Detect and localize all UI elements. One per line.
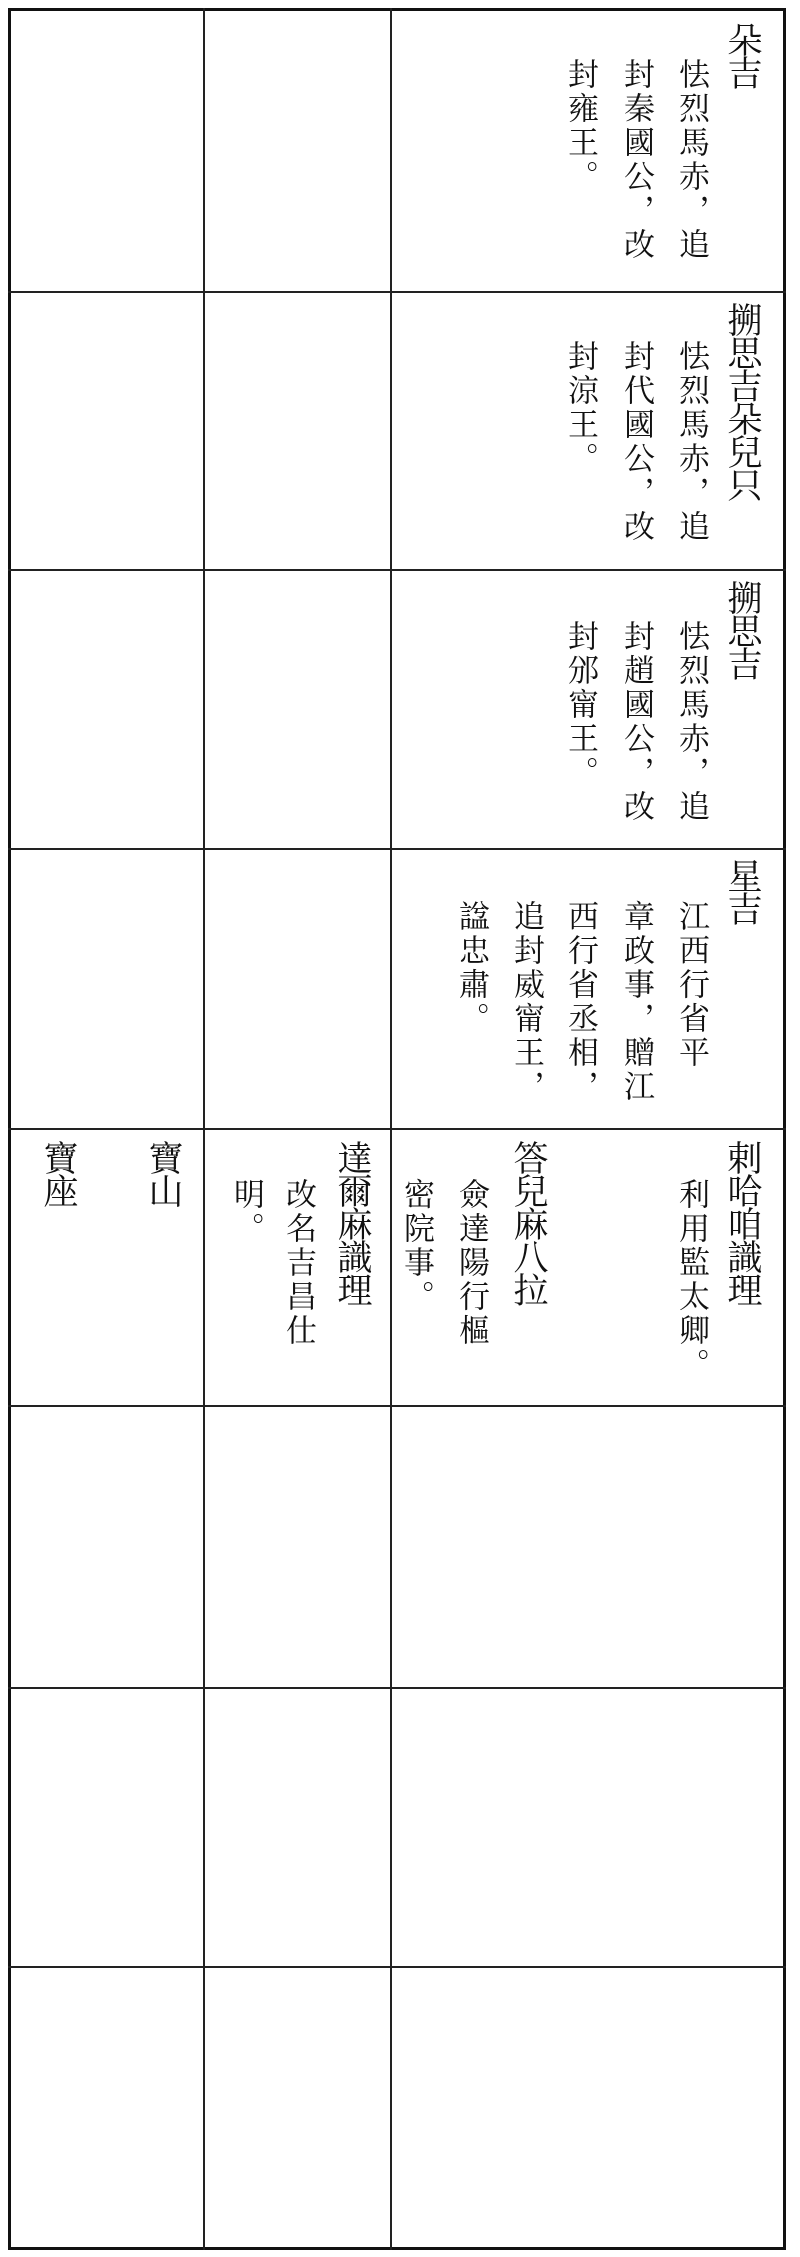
- entry-name: 星吉: [722, 858, 762, 924]
- row-divider-2: [8, 569, 786, 571]
- row-divider-5: [8, 1405, 786, 1407]
- entry-text-line: 怯烈馬赤，追: [673, 620, 709, 824]
- row-divider-1: [8, 291, 786, 293]
- entry-name: 寶山: [143, 1140, 183, 1206]
- entry-text-line: 怯烈馬赤，追: [673, 58, 709, 262]
- entry-text-line: 利用監太卿。: [673, 1178, 709, 1382]
- entry-text-line: 諡忠肅。: [453, 900, 489, 1036]
- row-divider-3: [8, 848, 786, 850]
- row-divider-7: [8, 1966, 786, 1968]
- entry-name: 達爾麻識理: [332, 1140, 372, 1305]
- entry-text-line: 封趙國公，改: [618, 620, 654, 824]
- entry-text-line: 西行省丞相，: [562, 900, 598, 1104]
- entry-text-line: 章政事，贈江: [618, 900, 654, 1104]
- entry-text-line: 封邠甯王。: [562, 620, 598, 790]
- entry-text-line: 怯烈馬赤，追: [673, 340, 709, 544]
- row-divider-6: [8, 1687, 786, 1689]
- entry-name: 答兒麻八拉: [508, 1140, 548, 1305]
- entry-text-line: 封代國公，改: [618, 340, 654, 544]
- entry-text-line: 明。: [228, 1178, 264, 1246]
- entry-name: 搠思吉朵兒只: [722, 302, 762, 500]
- entry-text-line: 封涼王。: [562, 340, 598, 476]
- entry-name: 剌哈咱識理: [722, 1140, 762, 1305]
- row-divider-4: [8, 1128, 786, 1130]
- entry-text-line: 改名吉昌仕: [280, 1178, 316, 1348]
- entry-text-line: 追封威甯王，: [508, 900, 544, 1104]
- entry-text-line: 僉達陽行樞: [453, 1178, 489, 1348]
- entry-name: 朵吉: [722, 22, 762, 88]
- entry-text-line: 封雍王。: [562, 58, 598, 194]
- entry-name: 搠思吉: [722, 580, 762, 679]
- entry-text-line: 江西行省平: [673, 900, 709, 1070]
- entry-name: 寶座: [38, 1140, 78, 1206]
- entry-text-line: 密院事。: [398, 1178, 434, 1314]
- entry-text-line: 封秦國公，改: [618, 58, 654, 262]
